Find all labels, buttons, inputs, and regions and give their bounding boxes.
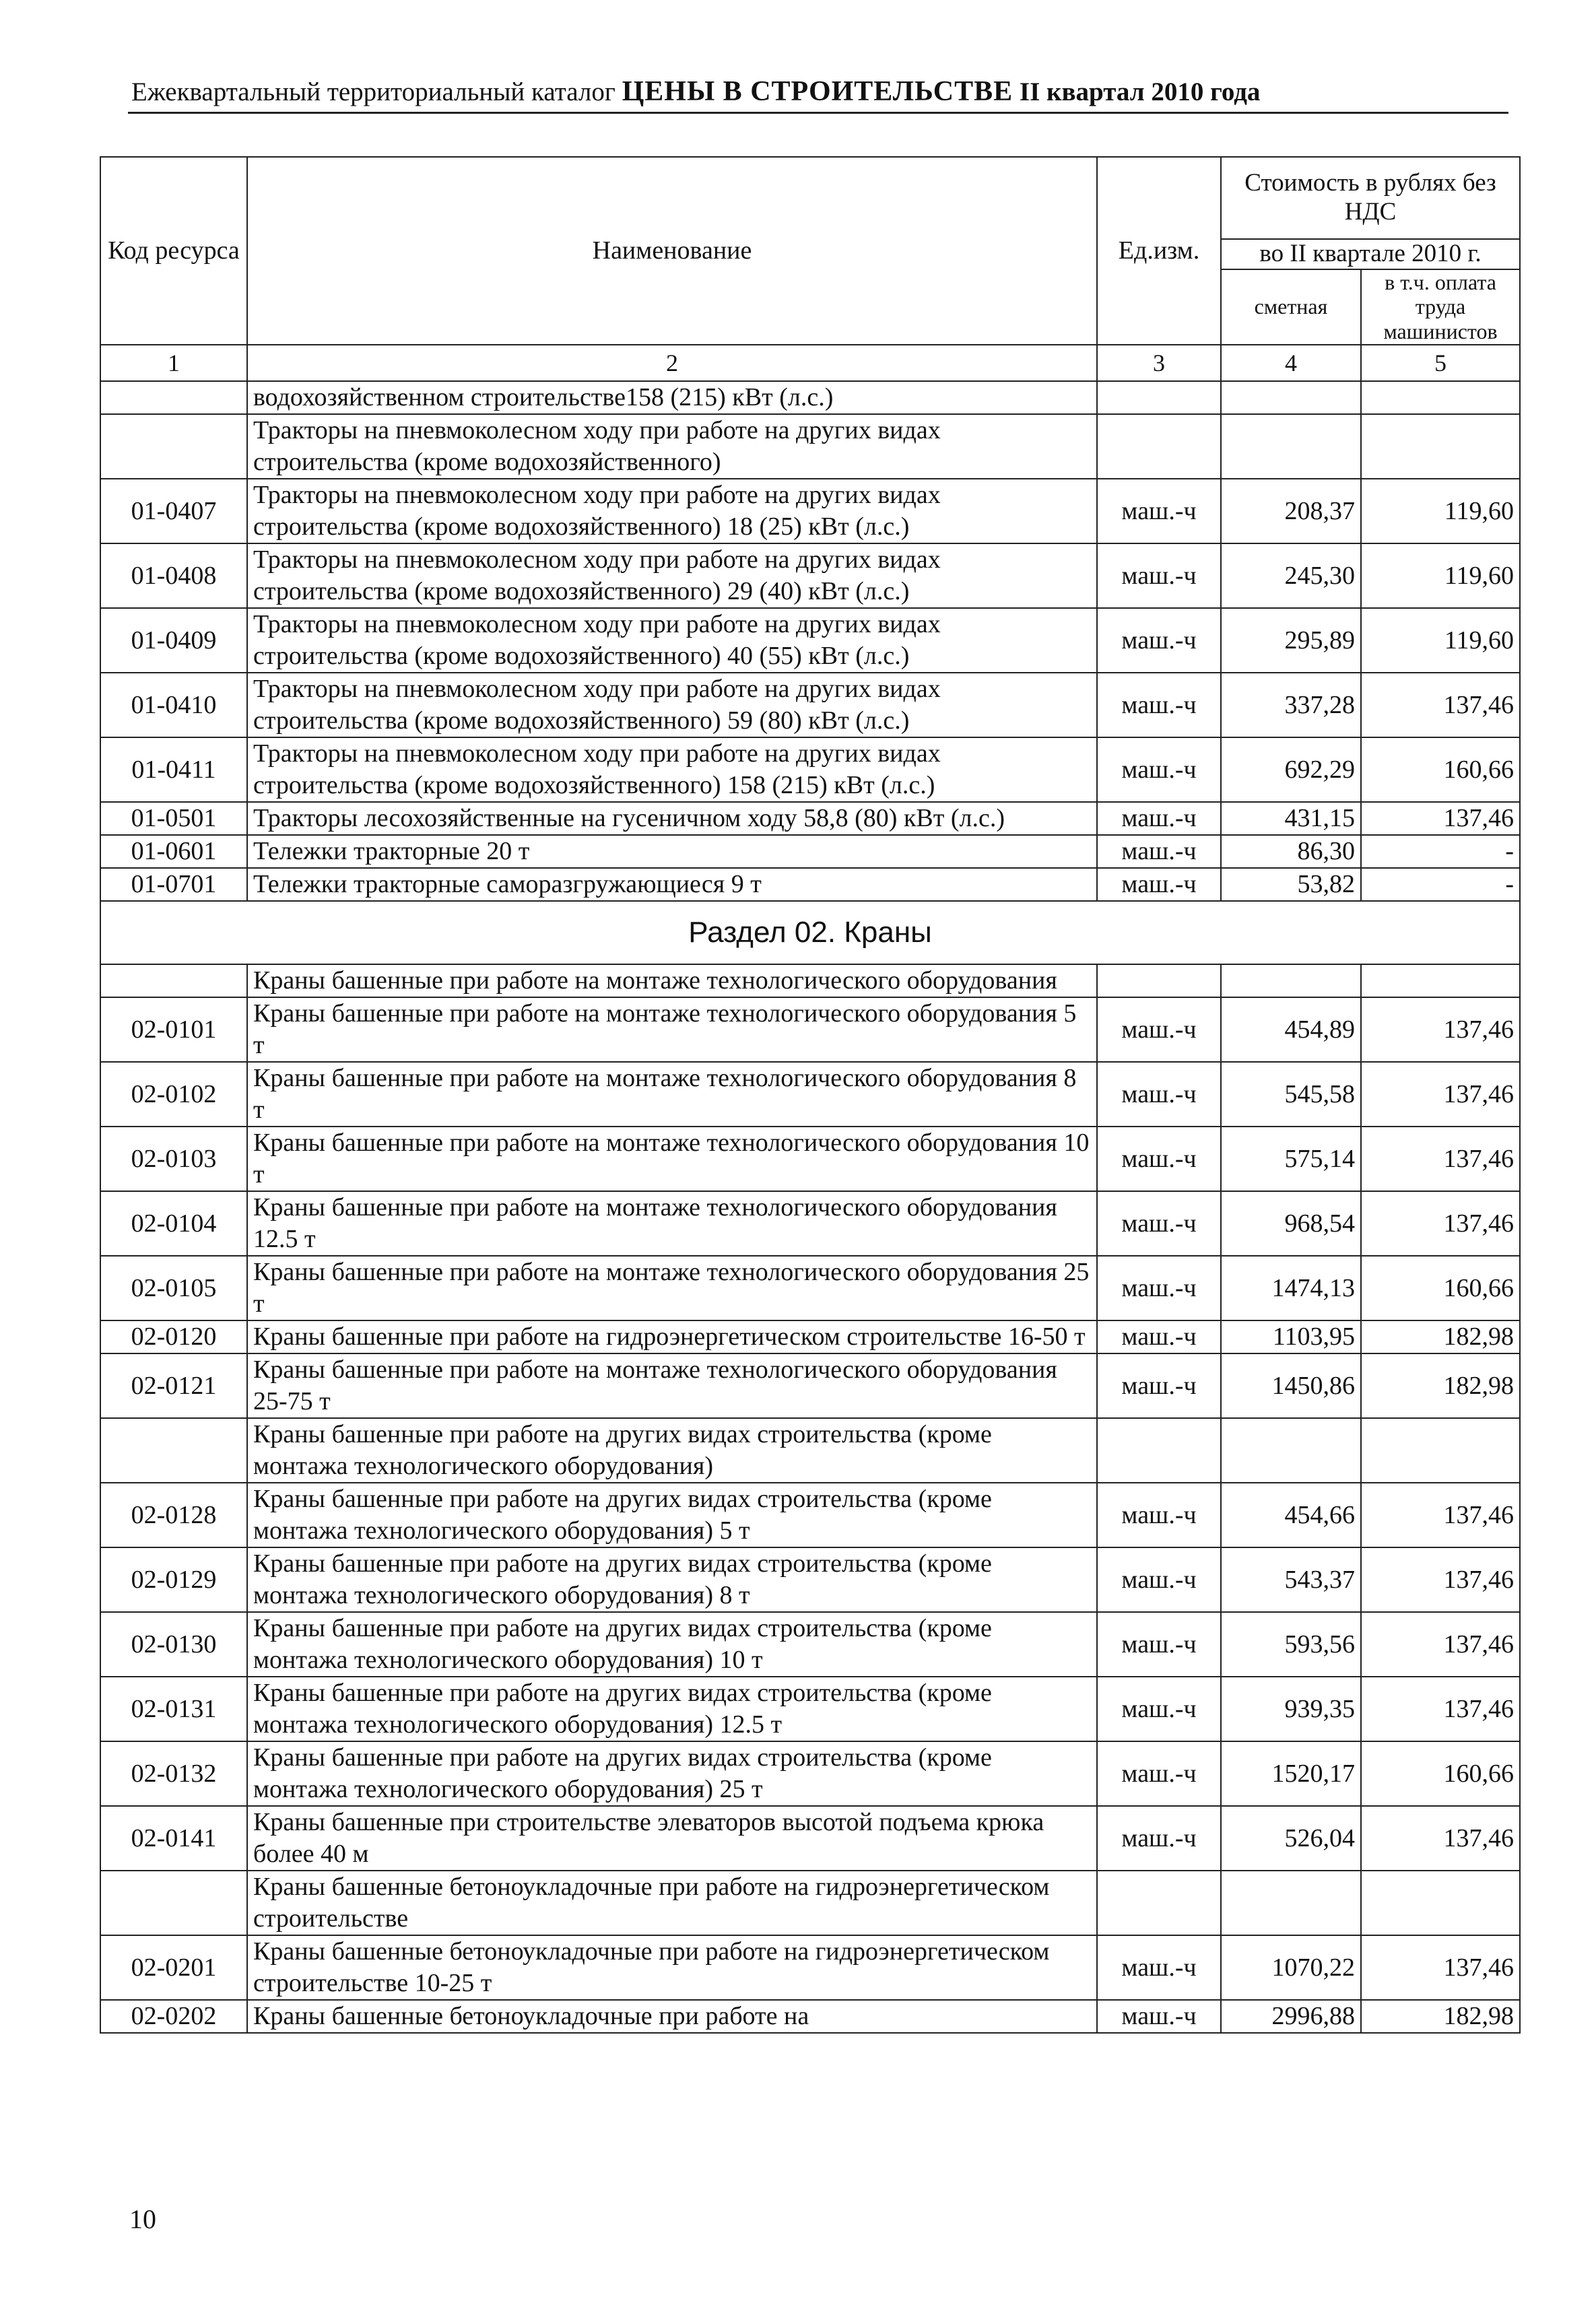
estimate-price: 575,14 [1221, 1127, 1361, 1191]
table-header [100, 157, 1520, 381]
table-row [100, 1191, 1520, 1256]
resource-name: Тракторы на пневмоколесном ходу при работе на других видах строительства (кроме водохозяйственного) 40 (55) кВт (л.с.) [247, 608, 1097, 673]
estimate-price [1221, 381, 1361, 414]
table-row [100, 381, 1520, 414]
table-row [100, 1418, 1520, 1483]
operator-pay: 160,66 [1361, 737, 1520, 802]
page-header [131, 75, 1377, 108]
col-number: 3 [1097, 345, 1221, 381]
resource-name: водохозяйственном строительстве158 (215) кВт (л.с.) [247, 381, 1097, 414]
operator-pay: 182,98 [1361, 2000, 1520, 2033]
unit: маш.-ч [1097, 868, 1221, 901]
resource-name: Тракторы на пневмоколесном ходу при работе на других видах строительства (кроме водохозяйственного) [247, 414, 1097, 479]
header-divider [128, 112, 1508, 114]
table-row [100, 868, 1520, 901]
resource-name: Краны башенные при работе на монтаже технологического оборудования 25-75 т [247, 1353, 1097, 1418]
estimate-price: 337,28 [1221, 673, 1361, 737]
estimate-price: 208,37 [1221, 479, 1361, 543]
resource-code [100, 1418, 247, 1483]
resource-name: Краны башенные при работе на гидроэнергетическом строительстве 16-50 т [247, 1320, 1097, 1353]
operator-pay [1361, 414, 1520, 479]
resource-code: 02-0128 [100, 1483, 247, 1547]
table-row [100, 543, 1520, 608]
estimate-price: 692,29 [1221, 737, 1361, 802]
resource-name: Тракторы лесохозяйственные на гусеничном ходу 58,8 (80) кВт (л.с.) [247, 802, 1097, 835]
table-row [100, 1935, 1520, 2000]
operator-pay: 137,46 [1361, 997, 1520, 1062]
header-title: ЦЕНЫ В СТРОИТЕЛЬСТВЕ [622, 76, 1013, 107]
resource-name: Краны башенные при работе на других видах строительства (кроме монтажа технологического оборудования) 10 т [247, 1612, 1097, 1677]
operator-pay: 160,66 [1361, 1741, 1520, 1806]
col-header-cost [1221, 157, 1520, 239]
table-row [100, 997, 1520, 1062]
operator-pay [1361, 964, 1520, 997]
operator-pay [1361, 381, 1520, 414]
unit [1097, 414, 1221, 479]
page-number: 10 [129, 2204, 156, 2234]
unit: маш.-ч [1097, 479, 1221, 543]
col-header-code: Код ресурса [100, 157, 247, 345]
operator-pay [1361, 1418, 1520, 1483]
estimate-price: 1450,86 [1221, 1353, 1361, 1418]
estimate-price: 53,82 [1221, 868, 1361, 901]
operator-pay: 119,60 [1361, 608, 1520, 673]
header-quarter: II квартал 2010 года [1019, 77, 1261, 106]
col-header-unit: Ед.изм. [1097, 157, 1221, 345]
resource-name: Тележки тракторные 20 т [247, 835, 1097, 868]
resource-code: 01-0410 [100, 673, 247, 737]
section2-body [100, 964, 1520, 2033]
resource-name: Краны башенные при работе на других видах строительства (кроме монтажа технологического оборудования) 8 т [247, 1547, 1097, 1612]
resource-code: 02-0105 [100, 1256, 247, 1320]
resource-code: 02-0141 [100, 1806, 247, 1871]
unit: маш.-ч [1097, 835, 1221, 868]
table-row [100, 1871, 1520, 1935]
resource-code [100, 964, 247, 997]
col-number: 2 [247, 345, 1097, 381]
table-row [100, 1127, 1520, 1191]
table-row [100, 802, 1520, 835]
resource-name: Краны башенные при работе на монтаже технологического оборудования 10 т [247, 1127, 1097, 1191]
resource-code: 02-0101 [100, 997, 247, 1062]
resource-name: Краны башенные при строительстве элеваторов высотой подъема крюка более 40 м [247, 1806, 1097, 1871]
estimate-price: 543,37 [1221, 1547, 1361, 1612]
resource-code: 02-0103 [100, 1127, 247, 1191]
operator-pay: 137,46 [1361, 1127, 1520, 1191]
resource-code [100, 1871, 247, 1935]
operator-pay: 160,66 [1361, 1256, 1520, 1320]
col-number: 1 [100, 345, 247, 381]
resource-code: 02-0202 [100, 2000, 247, 2033]
operator-pay: 137,46 [1361, 1483, 1520, 1547]
resource-code: 02-0132 [100, 1741, 247, 1806]
col-number: 5 [1361, 345, 1520, 381]
table-row [100, 1320, 1520, 1353]
resource-name: Краны башенные при работе на других видах строительства (кроме монтажа технологического оборудования) 12.5 т [247, 1677, 1097, 1741]
estimate-price: 295,89 [1221, 608, 1361, 673]
estimate-price: 1520,17 [1221, 1741, 1361, 1806]
unit: маш.-ч [1097, 997, 1221, 1062]
unit [1097, 381, 1221, 414]
table-row [100, 2000, 1520, 2033]
unit: маш.-ч [1097, 1127, 1221, 1191]
resource-code: 01-0409 [100, 608, 247, 673]
unit [1097, 1871, 1221, 1935]
resource-name: Краны башенные при работе на монтаже технологического оборудования 25 т [247, 1256, 1097, 1320]
estimate-price: 968,54 [1221, 1191, 1361, 1256]
section2-heading [100, 901, 1520, 964]
resource-code: 01-0411 [100, 737, 247, 802]
operator-pay: 119,60 [1361, 479, 1520, 543]
estimate-price: 1474,13 [1221, 1256, 1361, 1320]
operator-pay: 137,46 [1361, 1677, 1520, 1741]
table-row [100, 1256, 1520, 1320]
resource-code [100, 381, 247, 414]
estimate-price: 454,66 [1221, 1483, 1361, 1547]
estimate-price [1221, 1871, 1361, 1935]
table-row [100, 479, 1520, 543]
resource-code: 02-0104 [100, 1191, 247, 1256]
table-row [100, 1062, 1520, 1127]
header-prefix: Ежеквартальный территориальный каталог [131, 77, 616, 106]
table-row [100, 1353, 1520, 1418]
resource-code: 02-0131 [100, 1677, 247, 1741]
column-number-row [100, 345, 1520, 381]
estimate-price: 1103,95 [1221, 1320, 1361, 1353]
resource-code [100, 414, 247, 479]
resource-name: Краны башенные бетоноукладочные при работе на гидроэнергетическом строительстве 10-25 т [247, 1935, 1097, 2000]
estimate-price: 1070,22 [1221, 1935, 1361, 2000]
resource-code: 01-0701 [100, 868, 247, 901]
resource-name: Тракторы на пневмоколесном ходу при работе на других видах строительства (кроме водохозяйственного) 59 (80) кВт (л.с.) [247, 673, 1097, 737]
table-row [100, 1483, 1520, 1547]
col-header-operator-pay: в т.ч. оплата труда машинистов [1361, 269, 1520, 345]
resource-code: 01-0601 [100, 835, 247, 868]
resource-code: 02-0130 [100, 1612, 247, 1677]
operator-pay: 137,46 [1361, 1806, 1520, 1871]
unit: маш.-ч [1097, 1256, 1221, 1320]
unit [1097, 1418, 1221, 1483]
unit: маш.-ч [1097, 1483, 1221, 1547]
price-table [100, 156, 1521, 2034]
table-row [100, 414, 1520, 479]
resource-code: 02-0121 [100, 1353, 247, 1418]
operator-pay: 137,46 [1361, 1935, 1520, 2000]
estimate-price [1221, 964, 1361, 997]
unit: маш.-ч [1097, 737, 1221, 802]
unit: маш.-ч [1097, 802, 1221, 835]
operator-pay: 182,98 [1361, 1320, 1520, 1353]
resource-code: 02-0102 [100, 1062, 247, 1127]
table-row [100, 737, 1520, 802]
operator-pay: - [1361, 835, 1520, 868]
resource-code: 01-0501 [100, 802, 247, 835]
operator-pay: 137,46 [1361, 1191, 1520, 1256]
unit [1097, 964, 1221, 997]
resource-name: Краны башенные при работе на других видах строительства (кроме монтажа технологического оборудования) [247, 1418, 1097, 1483]
section-title: Раздел 02. Краны [100, 901, 1520, 964]
unit: маш.-ч [1097, 1320, 1221, 1353]
operator-pay [1361, 1871, 1520, 1935]
resource-name: Тележки тракторные саморазгружающиеся 9 т [247, 868, 1097, 901]
unit: маш.-ч [1097, 1677, 1221, 1741]
resource-name: Краны башенные бетоноукладочные при работе на гидроэнергетическом строительстве [247, 1871, 1097, 1935]
operator-pay: 137,46 [1361, 1062, 1520, 1127]
estimate-price: 939,35 [1221, 1677, 1361, 1741]
operator-pay: 137,46 [1361, 673, 1520, 737]
estimate-price: 593,56 [1221, 1612, 1361, 1677]
resource-name: Краны башенные при работе на монтаже технологического оборудования [247, 964, 1097, 997]
resource-name: Краны башенные при работе на монтаже технологического оборудования 8 т [247, 1062, 1097, 1127]
operator-pay: 137,46 [1361, 1612, 1520, 1677]
unit: маш.-ч [1097, 2000, 1221, 2033]
estimate-price: 86,30 [1221, 835, 1361, 868]
unit: маш.-ч [1097, 1547, 1221, 1612]
col-header-estimate: сметная [1221, 269, 1361, 345]
resource-name: Тракторы на пневмоколесном ходу при работе на других видах строительства (кроме водохозяйственного) 18 (25) кВт (л.с.) [247, 479, 1097, 543]
operator-pay: 137,46 [1361, 802, 1520, 835]
unit: маш.-ч [1097, 1935, 1221, 2000]
unit: маш.-ч [1097, 1062, 1221, 1127]
operator-pay: - [1361, 868, 1520, 901]
unit: маш.-ч [1097, 1353, 1221, 1418]
resource-code: 01-0408 [100, 543, 247, 608]
resource-code: 01-0407 [100, 479, 247, 543]
estimate-price: 526,04 [1221, 1806, 1361, 1871]
estimate-price: 545,58 [1221, 1062, 1361, 1127]
operator-pay: 137,46 [1361, 1547, 1520, 1612]
unit: маш.-ч [1097, 1612, 1221, 1677]
operator-pay: 119,60 [1361, 543, 1520, 608]
unit: маш.-ч [1097, 1191, 1221, 1256]
operator-pay: 182,98 [1361, 1353, 1520, 1418]
unit: маш.-ч [1097, 1806, 1221, 1871]
estimate-price: 2996,88 [1221, 2000, 1361, 2033]
unit: маш.-ч [1097, 543, 1221, 608]
resource-name: Краны башенные бетоноукладочные при работе на [247, 2000, 1097, 2033]
resource-name: Краны башенные при работе на монтаже технологического оборудования 12.5 т [247, 1191, 1097, 1256]
estimate-price: 245,30 [1221, 543, 1361, 608]
resource-name: Краны башенные при работе на монтаже технологического оборудования 5 т [247, 997, 1097, 1062]
table-row [100, 1806, 1520, 1871]
unit: маш.-ч [1097, 1741, 1221, 1806]
estimate-price [1221, 1418, 1361, 1483]
resource-code: 02-0120 [100, 1320, 247, 1353]
table-row [100, 1741, 1520, 1806]
cost-group-label: Стоимость в рублях без НДС [1244, 169, 1496, 226]
resource-code: 02-0201 [100, 1935, 247, 2000]
unit: маш.-ч [1097, 673, 1221, 737]
estimate-price [1221, 414, 1361, 479]
estimate-price: 431,15 [1221, 802, 1361, 835]
estimate-price: 454,89 [1221, 997, 1361, 1062]
resource-name: Тракторы на пневмоколесном ходу при работе на других видах строительства (кроме водохозяйственного) 29 (40) кВт (л.с.) [247, 543, 1097, 608]
unit: маш.-ч [1097, 608, 1221, 673]
col-number: 4 [1221, 345, 1361, 381]
table-row [100, 608, 1520, 673]
resource-code: 02-0129 [100, 1547, 247, 1612]
resource-name: Тракторы на пневмоколесном ходу при работе на других видах строительства (кроме водохозяйственного) 158 (215) кВт (л.с.) [247, 737, 1097, 802]
resource-name: Краны башенные при работе на других видах строительства (кроме монтажа технологического оборудования) 25 т [247, 1741, 1097, 1806]
table-row [100, 1612, 1520, 1677]
section1-body [100, 381, 1520, 901]
table-row [100, 673, 1520, 737]
table-row [100, 964, 1520, 997]
col-header-name: Наименование [247, 157, 1097, 345]
cost-period-label: во II квартале 2010 г. [1221, 239, 1520, 269]
table-row [100, 835, 1520, 868]
resource-name: Краны башенные при работе на других видах строительства (кроме монтажа технологического оборудования) 5 т [247, 1483, 1097, 1547]
table-row [100, 1547, 1520, 1612]
table-row [100, 1677, 1520, 1741]
